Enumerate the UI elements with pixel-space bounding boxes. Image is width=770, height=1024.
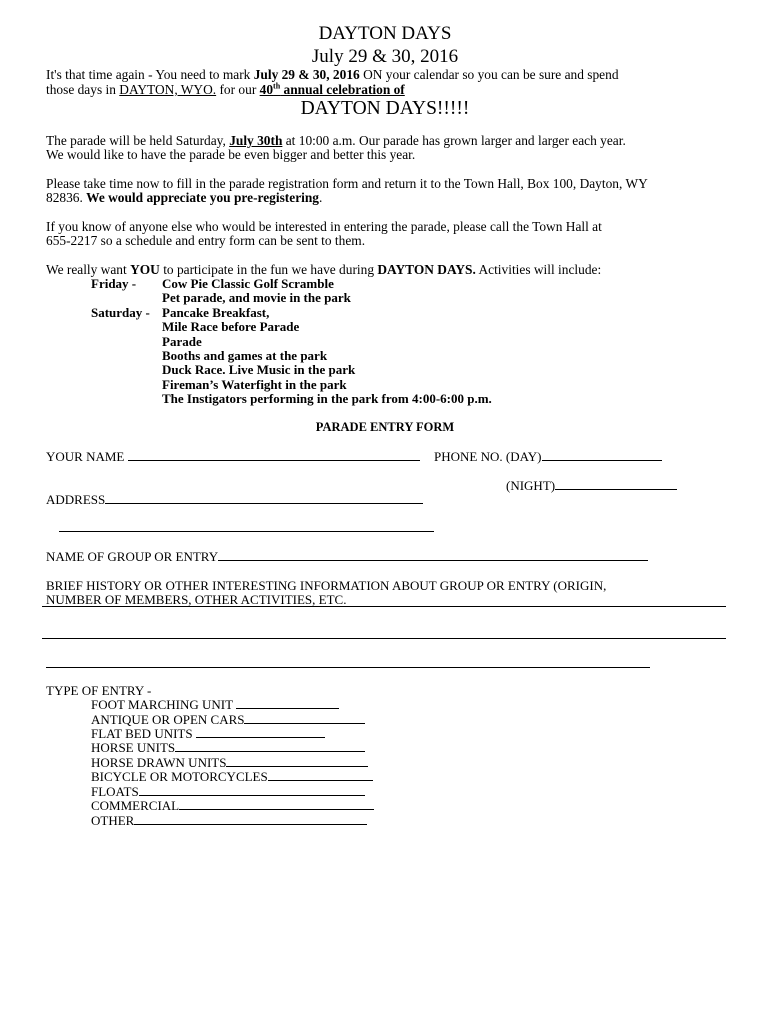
activity-item: The Instigators performing in the park from 4:00-6:00 p.m.	[162, 391, 492, 406]
entry-type-blank[interactable]	[139, 784, 365, 796]
intro-location: DAYTON, WYO.	[119, 82, 217, 97]
group-name-input-line[interactable]	[218, 549, 648, 561]
activity-item: Cow Pie Classic Golf Scramble	[162, 276, 334, 291]
activity-item: Duck Race. Live Music in the park	[162, 362, 356, 377]
parade-paragraph-line-1	[46, 133, 626, 148]
paragraph-text: to participate in the fun we have during	[159, 262, 378, 277]
intro-text: ON your calendar so you can be sure and spend	[359, 67, 619, 82]
address-input-line[interactable]	[105, 492, 423, 504]
activity-item: Pet parade, and movie in the park	[162, 290, 351, 305]
entry-type-heading: TYPE OF ENTRY -	[46, 683, 152, 698]
entry-type-foot-marching	[91, 697, 339, 713]
address-label: ADDRESS	[46, 492, 106, 507]
entry-type-horse-units	[91, 740, 365, 756]
paragraph-text: .	[319, 190, 323, 205]
entry-type-label: COMMERCIAL	[91, 798, 180, 813]
entry-type-label: HORSE DRAWN UNITS	[91, 755, 227, 770]
paragraph-text: Activities will include:	[475, 262, 602, 277]
big-title: DAYTON DAYS!!!!!	[300, 98, 470, 119]
history-answer-line-2[interactable]	[42, 638, 726, 639]
pre-register-note: We would appreciate you pre-registering	[86, 190, 320, 205]
entry-type-commercial	[91, 798, 374, 814]
entry-type-label: HORSE UNITS	[91, 740, 176, 755]
group-name-field	[46, 549, 648, 565]
activity-item: Parade	[162, 334, 202, 349]
phone-day-field	[434, 449, 662, 465]
intro-dates: July 29 & 30, 2016	[253, 67, 360, 82]
entry-type-label: FLAT BED UNITS	[91, 726, 196, 741]
activity-item: Mile Race before Parade	[162, 319, 300, 334]
phone-night-field	[506, 478, 677, 494]
entry-type-label: OTHER	[91, 813, 135, 828]
history-answer-line-1[interactable]	[42, 606, 726, 607]
paragraph-text: 82836.	[46, 190, 87, 205]
paragraph-text: We really want	[46, 262, 131, 277]
register-paragraph-line-2	[46, 190, 322, 205]
entry-type-blank[interactable]	[226, 755, 368, 767]
group-name-label: NAME OF GROUP OR ENTRY	[46, 549, 219, 564]
emphasis-you: YOU	[130, 262, 160, 277]
anniversary-number: 40	[259, 82, 274, 97]
entry-type-bicycle	[91, 769, 373, 785]
entry-type-blank[interactable]	[179, 798, 374, 810]
entry-type-blank[interactable]	[236, 697, 339, 709]
entry-type-blank[interactable]	[175, 740, 365, 752]
entry-type-blank[interactable]	[268, 769, 373, 781]
saturday-label: Saturday -	[91, 305, 150, 320]
entry-type-label: FOOT MARCHING UNIT	[91, 697, 237, 712]
entry-type-label: ANTIQUE OR OPEN CARS	[91, 712, 245, 727]
activity-item: Fireman’s Waterfight in the park	[162, 377, 347, 392]
entry-type-other	[91, 813, 367, 829]
intro-text: It's that time again - You need to mark	[46, 67, 254, 82]
entry-type-blank[interactable]	[196, 726, 325, 738]
parade-paragraph-line-2: We would like to have the parade be even bigger and better this year.	[46, 147, 416, 162]
contact-paragraph-line-1: If you know of anyone else who would be interested in entering the parade, please call the Town Hall at	[46, 219, 602, 234]
entry-type-label: FLOATS	[91, 784, 139, 799]
address-line-2[interactable]	[59, 531, 434, 532]
history-prompt-line-1: BRIEF HISTORY OR OTHER INTERESTING INFORMATION ABOUT GROUP OR ENTRY (ORIGIN,	[46, 578, 607, 593]
form-heading: PARADE ENTRY FORM	[315, 420, 455, 434]
address-field	[46, 492, 423, 508]
intro-line-1	[46, 67, 619, 82]
ordinal-suffix: th	[273, 81, 281, 91]
activity-item: Booths and games at the park	[162, 348, 328, 363]
register-paragraph-line-1: Please take time now to fill in the parade registration form and return it to the Town Hall, Box 100, Dayton, WY	[46, 176, 648, 191]
your-name-field	[46, 449, 420, 465]
entry-type-blank[interactable]	[134, 813, 367, 825]
document-title: DAYTON DAYS	[318, 23, 452, 44]
entry-type-label: BICYCLE OR MOTORCYCLES	[91, 769, 268, 784]
contact-paragraph-line-2: 655-2217 so a schedule and entry form can be sent to them.	[46, 233, 366, 248]
phone-day-input-line[interactable]	[542, 449, 662, 461]
intro-text: for our	[216, 82, 260, 97]
phone-day-label: PHONE NO. (DAY)	[434, 449, 542, 464]
event-dates: July 29 & 30, 2016	[311, 46, 459, 67]
anniversary-text: annual celebration of	[280, 82, 405, 97]
intro-line-2	[46, 82, 405, 97]
phone-night-label: (NIGHT)	[506, 478, 556, 493]
intro-text: those days in	[46, 82, 120, 97]
intro-anniversary	[260, 82, 405, 97]
your-name-input-line[interactable]	[128, 449, 420, 461]
phone-night-input-line[interactable]	[555, 478, 677, 490]
activity-item: Pancake Breakfast,	[162, 305, 270, 320]
emphasis-event: DAYTON DAYS.	[377, 262, 476, 277]
entry-type-blank[interactable]	[244, 712, 365, 724]
activities-intro	[46, 262, 601, 277]
history-prompt-line-2: NUMBER OF MEMBERS, OTHER ACTIVITIES, ETC.	[46, 592, 347, 607]
paragraph-text: The parade will be held Saturday,	[46, 133, 230, 148]
history-answer-line-3[interactable]	[46, 667, 650, 668]
friday-label: Friday -	[91, 276, 137, 291]
paragraph-text: at 10:00 a.m. Our parade has grown larger and larger each year.	[282, 133, 626, 148]
your-name-label: YOUR NAME	[46, 449, 128, 464]
parade-date: July 30th	[229, 133, 283, 148]
